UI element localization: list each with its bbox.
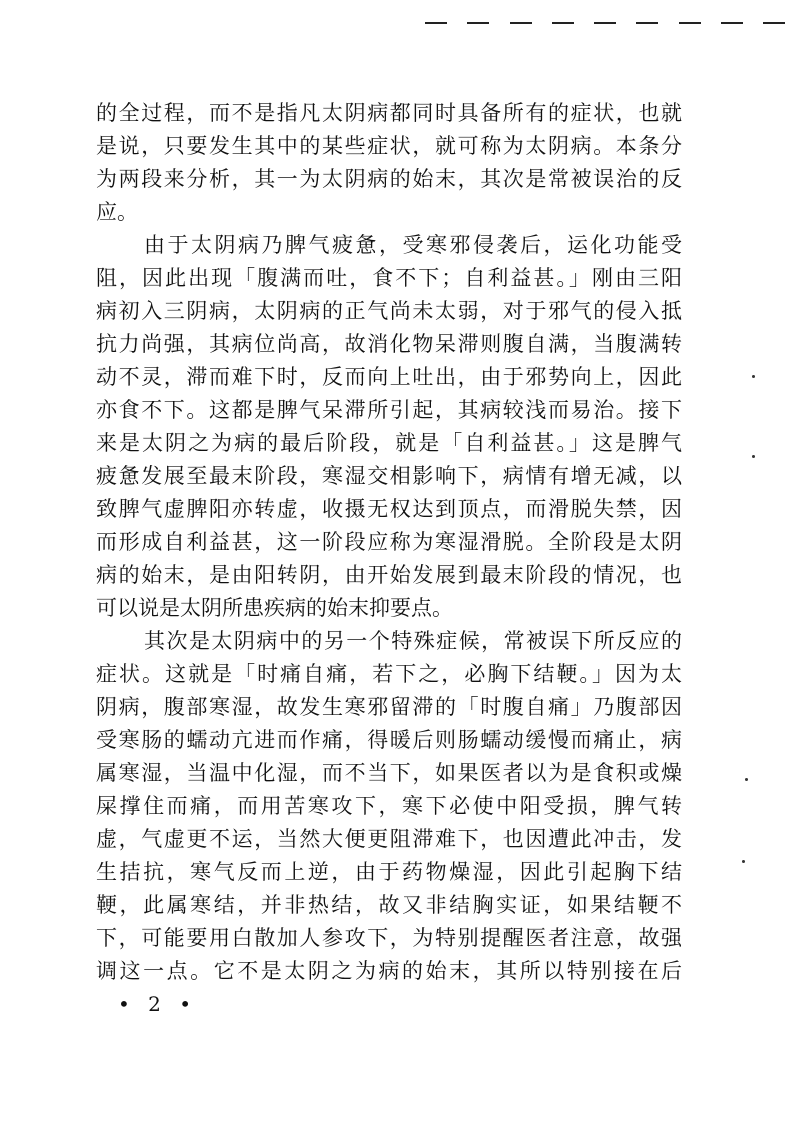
body-text (96, 97, 682, 988)
text-line: 可以说是太阴所患疾病的始末抑要点。 (96, 596, 453, 620)
text-line: 症状。这就是「时痛自痛，若下之，必胸下结鞕。」因为太 (96, 662, 682, 686)
text-line: 是说，只要发生其中的某些症状，就可称为太阴病。本条分 (96, 134, 682, 158)
scan-speck (742, 860, 745, 863)
text-line: 动不灵，滞而难下时，反而向上吐出，由于邪势向上，因此 (96, 365, 682, 389)
scan-speck (745, 778, 748, 781)
text-line: 致脾气虚脾阳亦转虚，收摄无权达到顶点，而滑脱失禁，因 (96, 497, 682, 521)
text-line: 鞕，此属寒结，并非热结，故又非结胸实证，如果结鞕不 (96, 893, 682, 917)
text-line: 亦食不下。这都是脾气呆滞所引起，其病较浅而易治。接下 (96, 398, 682, 422)
text-line: 下，可能要用白散加人参攻下，为特别提醒医者注意，故强 (96, 926, 682, 950)
text-line: 由于太阴病乃脾气疲惫，受寒邪侵袭后，运化功能受 (144, 233, 682, 257)
text-line: 的全过程，而不是指凡太阴病都同时具备所有的症状，也就 (96, 101, 682, 125)
scan-speck (752, 375, 755, 378)
text-line: 受寒肠的蠕动亢进而作痛，得暖后则肠蠕动缓慢而痛止，病 (96, 728, 682, 752)
text-line: 属寒湿，当温中化湿，而不当下，如果医者以为是食积或燥 (96, 761, 682, 785)
text-line: 而形成自利益甚，这一阶段应称为寒湿滑脱。全阶段是太阴 (96, 530, 682, 554)
scan-speck (752, 455, 755, 458)
text-line: 虚，气虚更不运，当然大便更阻滞难下，也因遭此冲击，发 (96, 827, 682, 851)
text-line: 阴病，腹部寒湿，故发生寒邪留滞的「时腹自痛」乃腹部因 (96, 695, 682, 719)
text-line: 为两段来分析，其一为太阴病的始末，其次是常被误治的反 (96, 167, 682, 191)
header-rule-dashes (425, 22, 785, 26)
text-line: 病初入三阴病，太阴病的正气尚未太弱，对于邪气的侵入抵 (96, 299, 682, 323)
text-line: 屎撑住而痛，而用苦寒攻下，寒下必使中阳受损，脾气转 (96, 794, 682, 818)
text-line: 来是太阴之为病的最后阶段，就是「自利益甚。」这是脾气 (96, 431, 682, 455)
text-line: 抗力尚强，其病位尚高，故消化物呆滞则腹自满，当腹满转 (96, 332, 682, 356)
text-line: 应。 (96, 200, 138, 224)
text-line: 其次是太阴病中的另一个特殊症候，常被误下所反应的 (144, 629, 682, 653)
text-line: 阻，因此出现「腹满而吐，食不下；自利益甚。」刚由三阳 (96, 266, 682, 290)
text-line: 病的始末，是由阳转阴，由开始发展到最末阶段的情况，也 (96, 563, 682, 587)
text-line: 生拮抗，寒气反而上逆，由于药物燥湿，因此引起胸下结 (96, 860, 682, 884)
text-line: 调这一点。它不是太阴之为病的始末，其所以特别接在后 (96, 959, 682, 983)
page-number: • 2 • (118, 992, 198, 1016)
text-line: 疲惫发展至最末阶段，寒湿交相影响下，病情有增无减，以 (96, 464, 682, 488)
